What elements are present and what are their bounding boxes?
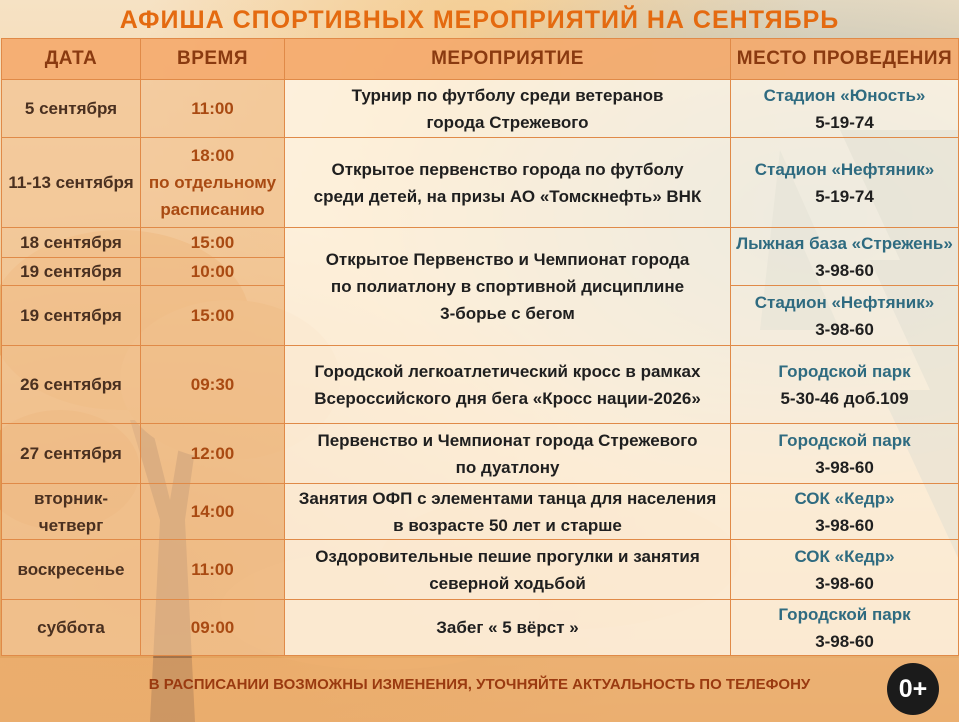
venue-phone: 3-98-60 (815, 515, 874, 535)
venue-phone: 3-98-60 (815, 631, 874, 651)
event-title: Городской легкоатлетический кросс в рамках Всероссийского дня бега «Кросс нации-2026» (285, 346, 731, 424)
venue-name: СОК «Кедр» (794, 546, 895, 566)
event-time: 09:30 (141, 346, 285, 424)
page-title: АФИША СПОРТИВНЫХ МЕРОПРИЯТИЙ НА СЕНТЯБРЬ (119, 6, 840, 34)
event-time: 18:00 по отдельному расписанию (141, 138, 285, 228)
venue-phone: 3-98-60 (815, 319, 874, 339)
event-date: 27 сентября (2, 424, 141, 484)
events-table (1, 38, 959, 656)
table-row (2, 600, 959, 656)
event-venue (731, 484, 959, 540)
venue-phone: 5-30-46 доб.109 (780, 388, 909, 408)
table-row (2, 484, 959, 540)
venue-name: Стадион «Нефтяник» (754, 292, 935, 312)
table-header-row (2, 39, 959, 80)
event-time: 11:00 (141, 540, 285, 600)
table-row (2, 346, 959, 424)
header-time: ВРЕМЯ (141, 39, 285, 80)
event-venue (731, 600, 959, 656)
event-date: воскресенье (2, 540, 141, 600)
event-title: Открытое Первенство и Чемпионат города по полиатлону в спортивной дисциплине 3-борье с бегом (285, 228, 731, 346)
venue-name: Городской парк (778, 430, 911, 450)
event-date: вторник- четверг (2, 484, 141, 540)
table-row (2, 540, 959, 600)
event-venue (731, 540, 959, 600)
venue-name: Лыжная база «Стрежень» (736, 233, 953, 253)
venue-phone: 3-98-60 (815, 457, 874, 477)
venue-name: СОК «Кедр» (794, 488, 895, 508)
event-title: Забег « 5 вёрст » (285, 600, 731, 656)
venue-phone: 3-98-60 (815, 260, 874, 280)
event-date: 11-13 сентября (2, 138, 141, 228)
event-time: 09:00 (141, 600, 285, 656)
event-venue (731, 346, 959, 424)
event-date: 26 сентября (2, 346, 141, 424)
header-event: МЕРОПРИЯТИЕ (285, 39, 731, 80)
table-row (2, 228, 959, 258)
table-row (2, 424, 959, 484)
event-date: суббота (2, 600, 141, 656)
event-date: 19 сентября (2, 286, 141, 346)
age-rating-badge: 0+ (887, 663, 939, 715)
event-time: 15:00 (141, 228, 285, 258)
event-date: 5 сентября (2, 80, 141, 138)
table-row (2, 138, 959, 228)
header-venue: МЕСТО ПРОВЕДЕНИЯ (731, 39, 959, 80)
event-venue (731, 286, 959, 346)
venue-phone: 3-98-60 (815, 573, 874, 593)
table-row (2, 80, 959, 138)
event-time: 14:00 (141, 484, 285, 540)
event-title: Занятия ОФП с элементами танца для населения в возрасте 50 лет и старше (285, 484, 731, 540)
event-date: 19 сентября (2, 258, 141, 286)
event-venue (731, 424, 959, 484)
event-time: 15:00 (141, 286, 285, 346)
event-time: 12:00 (141, 424, 285, 484)
event-title: Оздоровительные пешие прогулки и занятия северной ходьбой (285, 540, 731, 600)
event-venue (731, 80, 959, 138)
event-title: Турнир по футболу среди ветеранов города Стрежевого (285, 80, 731, 138)
event-title: Первенство и Чемпионат города Стрежевого по дуатлону (285, 424, 731, 484)
event-venue (731, 228, 959, 286)
venue-name: Стадион «Нефтяник» (754, 159, 935, 179)
footer-notice: В РАСПИСАНИИ ВОЗМОЖНЫ ИЗМЕНЕНИЯ, УТОЧНЯЙТЕ АКТУАЛЬНОСТЬ ПО ТЕЛЕФОНУ (148, 676, 811, 693)
venue-name: Городской парк (778, 604, 911, 624)
event-venue (731, 138, 959, 228)
venue-phone: 5-19-74 (815, 112, 874, 132)
event-time: 11:00 (141, 80, 285, 138)
venue-name: Городской парк (778, 361, 911, 381)
event-time: 10:00 (141, 258, 285, 286)
venue-name: Стадион «Юность» (763, 85, 926, 105)
event-title: Открытое первенство города по футболу среди детей, на призы АО «Томскнефть» ВНК (285, 138, 731, 228)
venue-phone: 5-19-74 (815, 186, 874, 206)
event-date: 18 сентября (2, 228, 141, 258)
header-date: ДАТА (2, 39, 141, 80)
